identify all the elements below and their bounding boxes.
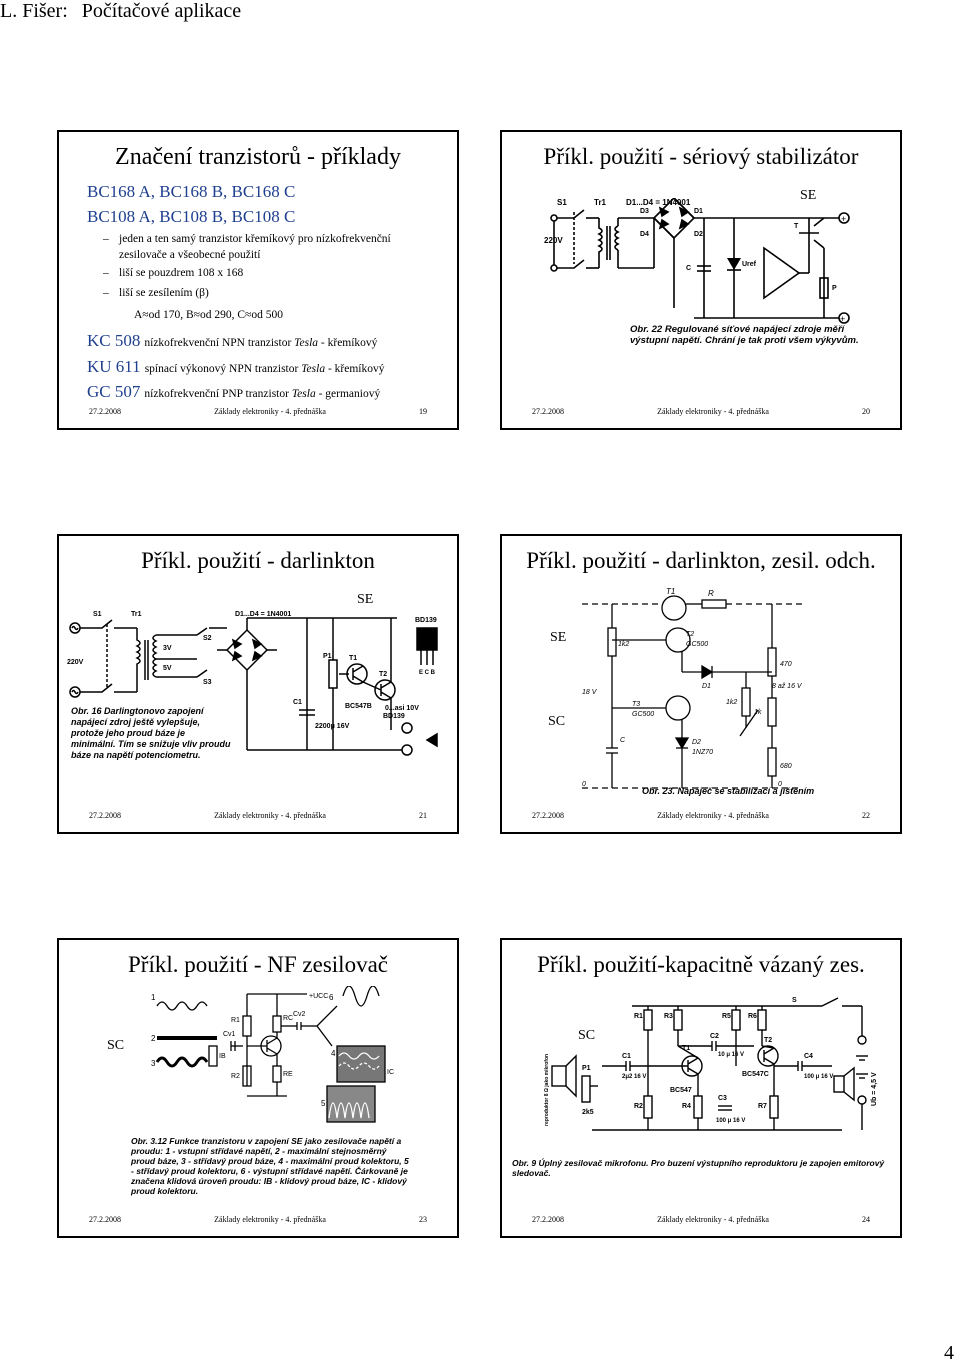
label-diodes: D1...D4 = 1N4001 [235, 611, 292, 618]
sub-line: A≈od 170, B≈od 290, C≈od 500 [134, 309, 283, 321]
label-c2-value: 10 μ 16 V [718, 1052, 745, 1058]
label-18v: 18 V [582, 689, 597, 696]
sub-line: jeden a ten samý tranzistor křemíkový pro nízkofrekvenční [119, 233, 391, 245]
slide-23 [57, 938, 459, 1238]
footer-course: Základy elektroniky - 4. přednáška [214, 1215, 326, 1224]
label-680: 680 [780, 763, 792, 770]
bullet-line: BC168 A, BC168 B, BC168 C [87, 182, 296, 201]
code-row [87, 382, 380, 402]
code-row [87, 357, 384, 377]
circuit-tag: SE [357, 592, 374, 607]
label-d3: D3 [640, 208, 649, 215]
sub-line: liší se pouzdrem 108 x 168 [119, 267, 244, 279]
header-author: L. Fišer: [0, 0, 68, 22]
label-5: 5 [321, 1099, 326, 1108]
label-d1: D1 [702, 683, 711, 690]
label-t1: T1 [349, 655, 358, 662]
slide-title: Příkl. použití - darlinkton [141, 548, 375, 573]
transistor-code: KC 508 [87, 331, 141, 350]
footer-date: 27.2.2008 [89, 1215, 121, 1224]
label-p1: P1 [582, 1065, 591, 1072]
label-r4: R4 [682, 1103, 691, 1110]
slide-24 [500, 938, 902, 1238]
label-bd139-pkg: BD139 [415, 617, 437, 624]
slide-title: Značení tranzistorů - příklady [115, 144, 401, 170]
label-t2: T2 [379, 671, 388, 678]
label-1: 1 [151, 993, 156, 1002]
label-c3: C3 [718, 1095, 727, 1102]
label-c4-value: 100 μ 16 V [804, 1074, 834, 1080]
bullet-line: BC108 A, BC108 B, BC108 C [87, 207, 296, 226]
label-d4: D4 [640, 231, 649, 238]
label-1nz70: 1NZ70 [692, 749, 714, 756]
svg-text:+: + [841, 214, 847, 224]
label-diodes: D1...D4 = 1N4001 [626, 198, 691, 207]
footer-course: Základy elektroniky - 4. přednáška [214, 811, 326, 820]
footer-date: 27.2.2008 [532, 1215, 564, 1224]
slide-number: 21 [419, 811, 427, 820]
label-zero: 0 [582, 781, 586, 788]
label-220v: 220V [67, 659, 84, 666]
label-t3: T3 [632, 701, 641, 708]
label-s: S [792, 997, 797, 1004]
label-output: 0...asi 10V [385, 705, 419, 712]
label-p1-value: 2k5 [582, 1109, 594, 1116]
label-r2: R2 [231, 1073, 240, 1080]
label-r1: R1 [634, 1013, 643, 1020]
label-c: C [686, 265, 692, 272]
slide-number: 22 [862, 811, 870, 820]
slide-footer [532, 811, 870, 820]
label-t: T [794, 223, 799, 230]
page-number: 4 [944, 1342, 954, 1364]
label-t1: T1 [682, 1045, 691, 1052]
label-3v: 3V [163, 645, 172, 652]
slide-footer [89, 811, 427, 820]
label-d2: D2 [694, 231, 703, 238]
code-desc: - křemíkový [325, 363, 385, 375]
label-ic: IC [387, 1069, 394, 1076]
label-t1: T1 [666, 588, 676, 596]
figure-caption: Obr. 22 Regulované síťové napájecí zdroje měří výstupní napětí. Chrání je tak proti všem výkyvům. [630, 324, 859, 346]
label-cv1: Cv1 [223, 1031, 236, 1038]
circuit-tag: SC [548, 714, 566, 729]
label-gc500: GC500 [686, 641, 709, 648]
label-c4: C4 [804, 1053, 813, 1060]
footer-course: Základy elektroniky - 4. přednáška [214, 407, 326, 416]
label-3: 3 [151, 1059, 156, 1068]
label-r3: R3 [664, 1013, 673, 1020]
footer-date: 27.2.2008 [89, 407, 121, 416]
label-s1: S1 [557, 198, 567, 207]
label-t2: T2 [764, 1037, 773, 1044]
dash-bullet: – [103, 287, 109, 299]
code-desc: spínací výkonový NPN tranzistor [144, 363, 302, 375]
circuit-tag: SC [578, 1028, 596, 1043]
label-bc547: BC547 [670, 1087, 692, 1094]
footer-course: Základy elektroniky - 4. přednáška [657, 1215, 769, 1224]
code-row [87, 331, 377, 351]
label-c1-value: 2200μ 16V [315, 723, 350, 730]
slide-number: 19 [419, 407, 427, 416]
label-5v: 5V [163, 665, 172, 672]
label-r5: R5 [722, 1013, 731, 1020]
label-ib: IB [219, 1053, 226, 1060]
stabilizer-protection-schematic [582, 588, 815, 798]
label-1k: 1k [754, 709, 762, 716]
slide-footer [532, 407, 870, 416]
dash-bullet: – [103, 267, 109, 279]
label-r2: R2 [634, 1103, 643, 1110]
label-2: 2 [151, 1034, 156, 1043]
label-c1: C1 [293, 699, 302, 706]
label-tr1: Tr1 [594, 198, 607, 207]
label-s3: S3 [203, 679, 212, 686]
label-1k2-b: 1k2 [726, 699, 738, 706]
label-d1: D1 [694, 208, 703, 215]
footer-course: Základy elektroniky - 4. přednáška [657, 407, 769, 416]
sub-line: liší se zesílením (β) [119, 287, 209, 299]
label-c1: C1 [622, 1053, 631, 1060]
slide-number: 20 [862, 407, 870, 416]
label-r6: R6 [748, 1013, 757, 1020]
circuit-tag: SE [550, 630, 567, 645]
code-desc: - křemíkový [318, 337, 378, 349]
label-bd139: BD139 [383, 713, 405, 720]
slide-title: Příkl. použití-kapacitně vázaný zes. [537, 952, 865, 977]
label-ecb: E C B [419, 670, 436, 676]
slide-20 [500, 130, 902, 430]
label-rc: RC [283, 1015, 294, 1022]
circuit-tag: SE [800, 188, 817, 203]
code-desc: nízkofrekvenční NPN tranzistor [144, 337, 295, 349]
label-r7: R7 [758, 1103, 767, 1110]
slide-footer [89, 407, 427, 416]
slide-footer [532, 1215, 870, 1224]
figure-caption: Obr. 3.12 Funkce tranzistoru v zapojení SE jako zesilovače napětí a proudu: 1 - vstupní střídavé napětí, 2 - maximální stejnosměrný proud báze, 3 - střídavý proud báze, 4 - maximální proud kolektoru, 5 - střídavý proud kolektoru, 6 - výstupní střídavé napětí. Čárkovaně je značena klidová úroveň proudu: IB - klidový proud báze, IC - klidový proud kolektoru. [131, 1136, 409, 1196]
label-bc547c: BC547C [742, 1071, 769, 1078]
label-s2: S2 [203, 635, 212, 642]
transistor-code: GC 507 [87, 382, 141, 401]
label-zero: 0 [778, 781, 782, 788]
label-p1: P1 [323, 653, 332, 660]
label-ub: Ub = 4,5 V [871, 1072, 878, 1106]
code-desc: nízkofrekvenční PNP tranzistor [144, 388, 292, 400]
svg-text:+: + [840, 314, 846, 324]
label-ucc: +UCC [309, 993, 329, 1000]
label-cv2: Cv2 [293, 1011, 306, 1018]
code-brand: Tesla [301, 363, 326, 375]
slide-title: Příkl. použití - darlinkton, zesil. odch. [526, 548, 876, 573]
sub-line: zesilovače a všeobecné použití [119, 249, 261, 261]
footer-date: 27.2.2008 [532, 811, 564, 820]
label-gc500-b: GC500 [632, 711, 655, 718]
label-re: RE [283, 1071, 293, 1078]
code-brand: Tesla [291, 388, 316, 400]
label-r: R [708, 589, 714, 598]
footer-date: 27.2.2008 [532, 407, 564, 416]
code-desc: - germaniový [315, 388, 381, 400]
slide-number: 23 [419, 1215, 427, 1224]
label-uref: Uref [742, 261, 757, 268]
slide-title: Příkl. použití - sériový stabilizátor [543, 144, 859, 169]
label-c2: C2 [710, 1033, 719, 1040]
circuit-tag: SC [107, 1038, 125, 1053]
label-470: 470 [780, 661, 792, 668]
label-bc547b: BC547B [345, 703, 372, 710]
slide-22 [500, 534, 902, 834]
label-t2: T2 [686, 631, 695, 638]
figure-caption: Obr. 23. Napáječ se stabilizací a jištěním [642, 786, 815, 796]
label-220v: 220V [544, 236, 563, 245]
label-6: 6 [329, 993, 334, 1002]
footer-course: Základy elektroniky - 4. přednáška [657, 811, 769, 820]
label-8-16v: 8 až 16 V [772, 683, 802, 690]
slide-footer [89, 1215, 427, 1224]
code-brand: Tesla [294, 337, 319, 349]
label-tr1: Tr1 [131, 611, 142, 618]
label-c3-value: 100 μ 16 V [716, 1118, 746, 1124]
label-mic: reproduktor 8 Ω jako mikrofon [544, 1053, 550, 1126]
page-header [0, 0, 241, 22]
microphone-amplifier-schematic [542, 996, 882, 1156]
label-4: 4 [331, 1049, 336, 1058]
label-c: C [620, 737, 626, 744]
figure-caption: Obr. 16 Darlingtonovo zapojení napájecí zdroj ještě vylepšuje, protože jeho proud báze je minimální. Tím se snižuje vliv proudu báze na napětí potenciometru. [71, 706, 231, 760]
slide-21 [57, 534, 459, 834]
slide-title: Příkl. použití - NF zesilovač [128, 952, 388, 977]
nf-amplifier-schematic [147, 986, 407, 1126]
label-s1: S1 [93, 611, 102, 618]
transistor-code: KU 611 [87, 357, 141, 376]
footer-date: 27.2.2008 [89, 811, 121, 820]
label-d2: D2 [692, 739, 701, 746]
dash-bullet: – [103, 233, 109, 245]
figure-caption: Obr. 9 Úplný zesilovač mikrofonu. Pro buzení výstupního reproduktoru je zapojen emitorový sledovač. [512, 1158, 885, 1178]
label-1k2: 1k2 [618, 641, 630, 648]
slide-19 [57, 130, 459, 430]
label-p: P [832, 285, 837, 292]
slide-number: 24 [862, 1215, 870, 1224]
header-title: Počítačové aplikace [81, 0, 242, 22]
stabilizer-schematic [544, 198, 864, 388]
label-c1-value: 2μ2 16 V [622, 1074, 647, 1080]
label-r1: R1 [231, 1017, 240, 1024]
